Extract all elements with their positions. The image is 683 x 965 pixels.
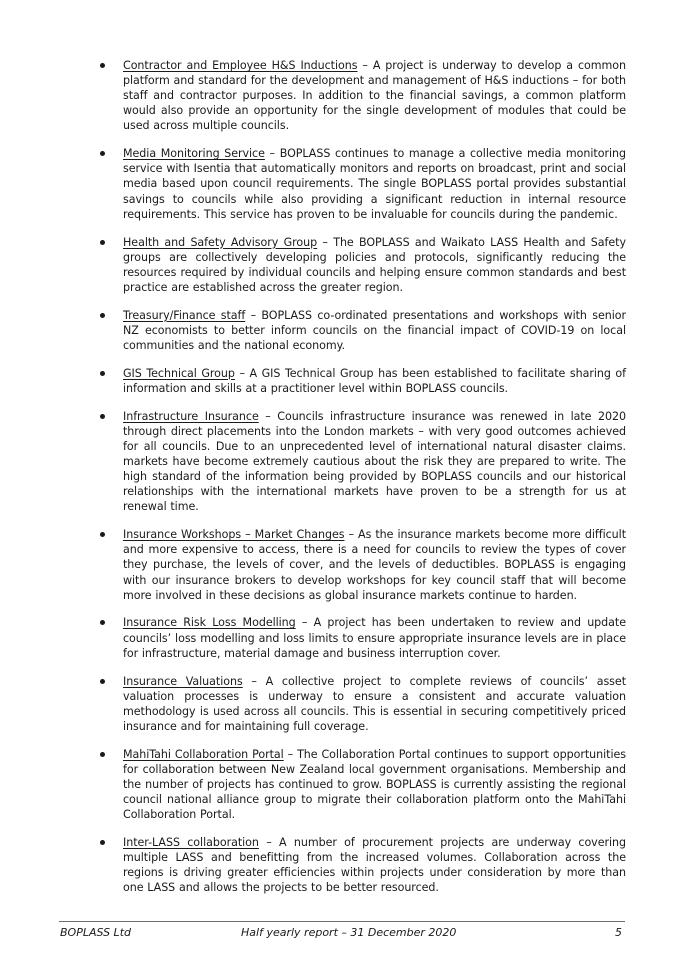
list-item bbox=[96, 674, 626, 734]
list-item-text bbox=[123, 58, 626, 133]
page-footer bbox=[59, 921, 625, 944]
item-heading: Insurance Workshops – Market Changes bbox=[123, 528, 345, 542]
item-heading: Health and Safety Advisory Group bbox=[123, 235, 318, 249]
list-item bbox=[96, 527, 626, 602]
list-item bbox=[96, 615, 626, 660]
bullet-icon bbox=[100, 414, 105, 419]
item-body: – The BOPLASS and Waikato LASS Health and Safety groups are collectively developing policies and protocols, significantly reducing the resources required by individual councils and helping ensure common standards and best practice are established across the greater region. bbox=[123, 235, 626, 294]
bullet-icon bbox=[100, 679, 105, 684]
item-body: – As the insurance markets become more difficult and more expensive to access, there is a need for councils to review the types of cover they purchase, the levels of cover, and the levels of deductibles. BOPLASS is engaging with our insurance brokers to develop workshops for key council staff that will become more involved in these decisions as global insurance markets continue to harden. bbox=[123, 528, 626, 602]
list-item-text bbox=[123, 235, 626, 295]
item-body: – A GIS Technical Group has been established to facilitate sharing of information and skills at a practitioner level within BOPLASS councils. bbox=[123, 366, 626, 395]
list-item-text bbox=[123, 747, 626, 822]
item-body: – The Collaboration Portal continues to support opportunities for collaboration between New Zealand local government organisations. Membership and the number of projects has continued to grow. BOPLASS is currently assisting the regional council national alliance group to migrate their collaboration platform onto the MahiTahi Collaboration Portal. bbox=[123, 747, 626, 822]
bullet-icon bbox=[100, 371, 105, 376]
bullet-icon bbox=[100, 63, 105, 68]
item-body: – BOPLASS continues to manage a collective media monitoring service with Isentia that automatically monitors and reports on broadcast, print and social media based upon council requirements. The single BOPLASS portal provides substantial savings to councils while also providing a significant reduction in internal resource requirements. This service has proven to be invaluable for councils during the pandemic. bbox=[123, 147, 626, 221]
item-heading: GIS Technical Group bbox=[123, 366, 235, 380]
footer-organisation: BOPLASS Ltd bbox=[60, 926, 131, 939]
list-item-text bbox=[123, 366, 626, 396]
list-item bbox=[96, 58, 626, 133]
list-item-text bbox=[123, 308, 626, 353]
list-item bbox=[96, 835, 626, 895]
item-body: – A project is underway to develop a common platform and standard for the development and management of H&S inductions – for both staff and contractor purposes. In addition to the financial savings, a common platform would also provide an opportunity for the single development of modules that could be used across multiple councils. bbox=[123, 59, 626, 133]
footer-report-title: Half yearly report – 31 December 2020 bbox=[241, 926, 457, 939]
list-item bbox=[96, 146, 626, 221]
list-item-text bbox=[123, 409, 626, 515]
bullet-icon bbox=[100, 752, 105, 757]
item-body: – A number of procurement projects are underway covering multiple LASS and benefitting from the increased volumes. Collaboration across the regions is driving greater efficiencies within projects under consideration by more than one LASS and allows the projects to be better resourced. bbox=[123, 836, 626, 895]
list-item bbox=[96, 747, 626, 822]
list-item-text bbox=[123, 615, 626, 660]
item-body: – A collective project to complete reviews of councils’ asset valuation processes is underway to ensure a consistent and accurate valuation methodology is used across all councils. This is essential in securing competitively priced insurance and for maintaining full coverage. bbox=[123, 674, 626, 733]
bullet-icon bbox=[100, 620, 105, 625]
bullet-list bbox=[96, 58, 626, 908]
item-heading: Inter-LASS collaboration bbox=[123, 836, 259, 849]
list-item-text bbox=[123, 146, 626, 221]
bullet-icon bbox=[100, 151, 105, 156]
item-body: – Councils infrastructure insurance was renewed in late 2020 through direct placements into the London markets – with very good outcomes achieved for all councils. Due to an unprecedented level of international natural disaster claims. markets have become extremely cautious about the risk they are prepared to write. The high standard of the information being provided by BOPLASS councils and our historical relationships with the international markets have proven to be a strength for us at renewal time. bbox=[123, 409, 626, 514]
bullet-icon bbox=[100, 840, 105, 845]
list-item-text bbox=[123, 674, 626, 734]
list-item-text bbox=[123, 527, 626, 602]
item-body: – BOPLASS co-ordinated presentations and workshops with senior NZ economists to better inform councils on the financial impact of COVID-19 on local communities and the national economy. bbox=[123, 308, 626, 352]
list-item bbox=[96, 235, 626, 295]
list-item-text bbox=[123, 835, 626, 895]
item-heading: Treasury/Finance staff bbox=[123, 308, 246, 322]
footer-page-number: 5 bbox=[615, 926, 622, 939]
bullet-icon bbox=[100, 532, 105, 537]
list-item bbox=[96, 409, 626, 515]
item-body: – A project has been undertaken to review and update councils’ loss modelling and loss limits to ensure appropriate insurance levels are in place for infrastructure, material damage and business interruption cover. bbox=[123, 616, 626, 660]
item-heading: Infrastructure Insurance bbox=[123, 409, 259, 423]
item-heading: Insurance Valuations bbox=[123, 674, 243, 688]
item-heading: Contractor and Employee H&S Inductions bbox=[123, 59, 358, 72]
list-item bbox=[96, 366, 626, 396]
item-heading: Insurance Risk Loss Modelling bbox=[123, 616, 296, 630]
item-heading: Media Monitoring Service bbox=[123, 147, 265, 161]
bullet-icon bbox=[100, 313, 105, 318]
list-item bbox=[96, 308, 626, 353]
bullet-icon bbox=[100, 240, 105, 245]
item-heading: MahiTahi Collaboration Portal bbox=[123, 747, 284, 761]
